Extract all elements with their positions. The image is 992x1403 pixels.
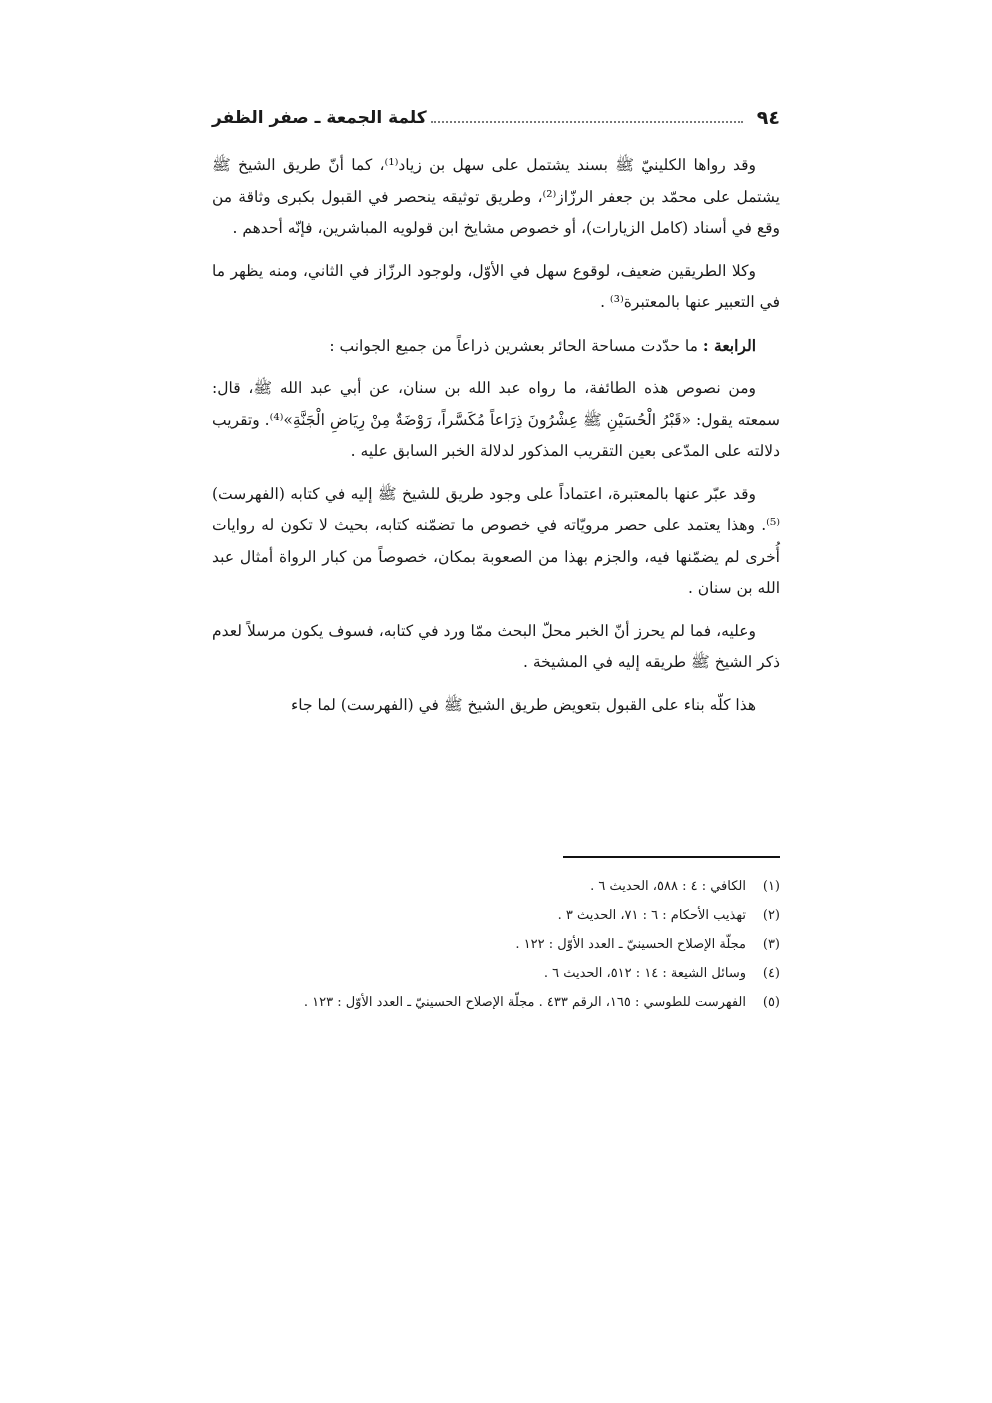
header-dotted-leader: [431, 121, 743, 123]
footnote-separator: [563, 856, 780, 858]
footnote-text: الفهرست للطوسي : ١٦٥، الرقم ٤٣٣ . مجلّة الإصلاح الحسينيّ ـ العدد الأوّل : ١٢٣ .: [303, 995, 746, 1010]
footnote-number: (٥): [762, 995, 780, 1010]
paragraph-2: وكلا الطريقين ضعيف، لوقوع سهل في الأوّل، ولوجود الرزّاز في الثاني، ومنه يظهر ما في التعبير عنها بالمعتبرة⁽³⁾ .: [212, 261, 780, 311]
footnote: [212, 988, 780, 1017]
rabia-text: ما حدّدت مساحة الحائر بعشرين ذراعاً من جميع الجوانب :: [329, 336, 698, 355]
footnote: [212, 959, 780, 988]
rabia-label: الرابعة :: [702, 335, 756, 355]
footnote-text: الكافي : ٤ : ٥٨٨، الحديث ٦ .: [590, 879, 746, 894]
footnote-number: (٤): [762, 966, 780, 981]
footnote-number: (١): [762, 879, 780, 894]
footnote: [212, 930, 780, 959]
paragraph-rabia: [212, 330, 780, 363]
page-number: ٩٤: [756, 107, 780, 129]
paragraph-1: وقد رواها الكلينيّ ﷺ بسند يشتمل على سهل بن زياد⁽¹⁾، كما أنّ طريق الشيخ ﷺ يشتمل على محمّد بن جعفر الرزّاز⁽²⁾، وطريق توثيقه ينحصر في القبول بكبرى وثاقة من وقع في أسناد (كامل الزيارات)، أو خصوص مشايخ ابن قولويه المباشرين، فإنّه أحدهم .: [212, 156, 780, 237]
running-title: كلمة الجمعة ـ صفر الظفر: [212, 108, 427, 128]
footnotes: [212, 872, 780, 1017]
paragraph-4: وقد عبّر عنها بالمعتبرة، اعتماداً على وجود طريق للشيخ ﷺ إليه في كتابه (الفهرست)⁽⁵⁾. وهذا يعتمد على حصر مرويّاته في خصوص ما تضمّنه كتابه، بحيث لا تكون له روايات أُخرى لم يضمّنها فيه، والجزم بهذا من الصعوبة بمكان، خصوصاً من كبار الرواة أمثال عبد الله بن سنان .: [212, 484, 780, 597]
footnote-number: (٢): [762, 908, 780, 923]
page-header: [212, 100, 780, 136]
footnote: [212, 901, 780, 930]
paragraph-6: هذا كلّه بناء على القبول بتعويض طريق الشيخ ﷺ في (الفهرست) لما جاء: [290, 695, 756, 714]
paragraph-3: ومن نصوص هذه الطائفة، ما رواه عبد الله بن سنان، عن أبي عبد الله ﷺ، قال: سمعته يقول: «قَبْرُ الْحُسَيْنِ ﷺ عِشْرُونَ ذِرَاعاً مُكَسَّراً، رَوْضَةٌ مِنْ رِيَاضِ الْجَنَّةِ»⁽⁴⁾. وتقريب دلالته على المدّعى بعين التقريب المذكور لدلالة الخبر السابق عليه .: [212, 379, 780, 460]
footnote-number: (٣): [762, 937, 780, 952]
footnote: [212, 872, 780, 901]
paragraph-5: وعليه، فما لم يحرز أنّ الخبر محلّ البحث ممّا ورد في كتابه، فسوف يكون مرسلاً لعدم ذكر الشيخ ﷺ طريقه إليه في المشيخة .: [212, 621, 780, 671]
footnote-text: وسائل الشيعة : ١٤ : ٥١٢، الحديث ٦ .: [543, 966, 746, 981]
footnote-text: مجلّة الإصلاح الحسينيّ ـ العدد الأوّل : ١٢٢ .: [515, 937, 746, 952]
main-text: [212, 150, 780, 732]
footnote-text: تهذيب الأحكام : ٦ : ٧١، الحديث ٣ .: [557, 908, 746, 923]
